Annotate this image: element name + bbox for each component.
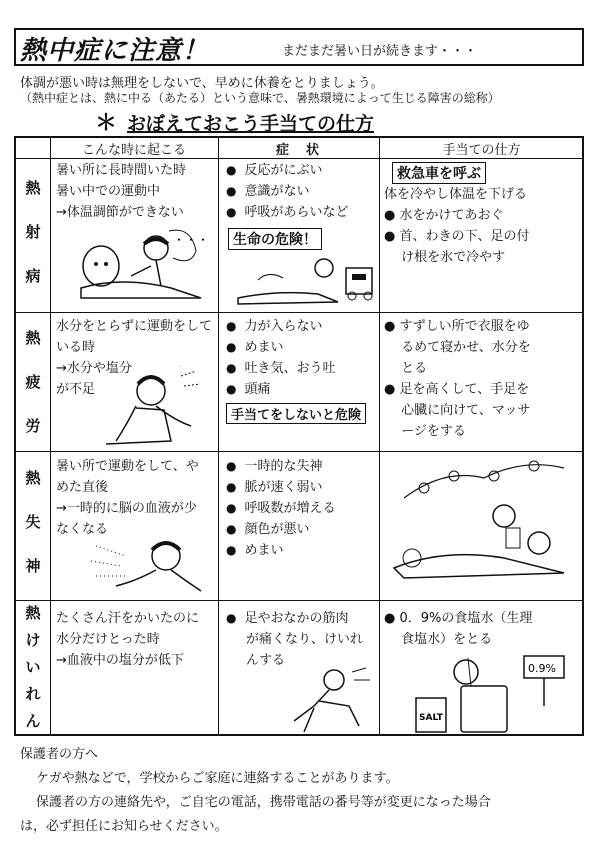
divider: [379, 138, 380, 734]
fainting-person-illustration: [86, 536, 214, 598]
page-subtitle: まだまだ暑い日が続きます・・・: [282, 44, 478, 59]
svg-text:・・・: ・・・: [173, 233, 210, 247]
symptoms-list: ● 力が入らない ● めまい ● 吐き気、おう吐 ● 頭痛: [226, 316, 336, 400]
treatment-table: [14, 136, 584, 736]
danger-warning: 生命の危険！: [228, 228, 322, 250]
column-header-symptoms: 症 状: [275, 143, 321, 158]
divider: [50, 138, 51, 734]
when-cell: たくさん汗をかいたのに 水分だけとった時 →血液中の塩分が低下: [56, 611, 200, 668]
section-heading: [95, 106, 374, 137]
call-ambulance: 救急車を呼ぶ: [392, 162, 486, 184]
sign-label: 0.9%: [528, 662, 556, 675]
salt-label: SALT: [419, 713, 443, 723]
row-label-heat-exhaustion: 熱 疲 労: [25, 329, 41, 435]
treatment-cell: 体を冷やし体温を下げる ● 水をかけてあおぐ ● 首、わきの下、足の付 け根を氷で冷やす: [384, 187, 530, 265]
section-title: おぼえておこう手当ての仕方: [127, 113, 375, 135]
when-cell: 暑い所で運動をして、や めた直後 →一時的に脳の血液が少 なくなる: [56, 459, 199, 537]
column-header-when: こんな時に起こる: [81, 143, 186, 158]
row-label-heat-syncope: 熱 失 神: [25, 469, 41, 575]
treatment-cell: ● 0．9%の食塩水（生理 食塩水）をとる: [384, 611, 533, 647]
treatment-warning: 手当てをしないと危険: [226, 403, 366, 424]
when-cell: 水分をとらずに運動をして いる時 →水分や塩分 が不足: [56, 319, 213, 397]
asterisk-icon: ＊: [95, 111, 118, 136]
symptoms-list: ● 一時的な失神 ● 脈が速く弱い ● 呼吸数が増える ● 顔色が悪い ● めまい: [226, 456, 336, 561]
intro-definition: （熱中症とは、熱に中る（あたる）という意味で、暑熱環境によって生じる障害の総称）: [20, 91, 500, 105]
saline-illustration: [406, 646, 576, 734]
resting-person-illustration: [384, 448, 580, 598]
footer-text: 保護者の方の連絡先や，ご自宅の電話，携帯電話の番号等が変更になった場合: [36, 795, 491, 810]
heatstroke-illustration: [61, 226, 211, 308]
column-header-treatment: 手当ての仕方: [442, 143, 521, 158]
intro-text: 体調が悪い時は無理をしないで、早めに休養をとりましょう。: [20, 76, 384, 91]
exhausted-person-illustration: [96, 366, 214, 450]
footer-heading: 保護者の方へ: [20, 747, 99, 762]
page-title: 熱中症に注意！: [20, 36, 210, 66]
symptoms-continued: が痛くなり、けいれ んする: [246, 632, 364, 668]
divider: [16, 600, 582, 601]
row-label-heat-cramps: 熱 け い れ ん: [25, 604, 41, 730]
symptoms-list: ● 足やおなかの筋肉: [226, 608, 349, 629]
divider: [218, 138, 219, 734]
footer-text: ケガや熱などで，学校からご家庭に連絡することがあります。: [36, 771, 399, 786]
cramping-person-illustration: [274, 666, 374, 734]
symptoms-list: ● 反応がにぶい ● 意識がない ● 呼吸があらいなど: [226, 160, 349, 223]
footer-text: は，必ず担任にお知らせください。: [20, 819, 228, 834]
divider: [16, 158, 582, 159]
row-label-heatstroke: 熱 射 病: [25, 179, 41, 285]
when-cell: 暑い所に長時間いた時 暑い中での運動中 →体温調節ができない: [56, 163, 187, 220]
divider: [16, 312, 582, 313]
treatment-cell: ● すずしい所で衣服をゆ るめて寝かせ、水分を とる ● 足を高くして、手足を 心臓に向けて、マッサ ージをする: [384, 319, 531, 439]
ambulance-illustration: [228, 250, 376, 310]
